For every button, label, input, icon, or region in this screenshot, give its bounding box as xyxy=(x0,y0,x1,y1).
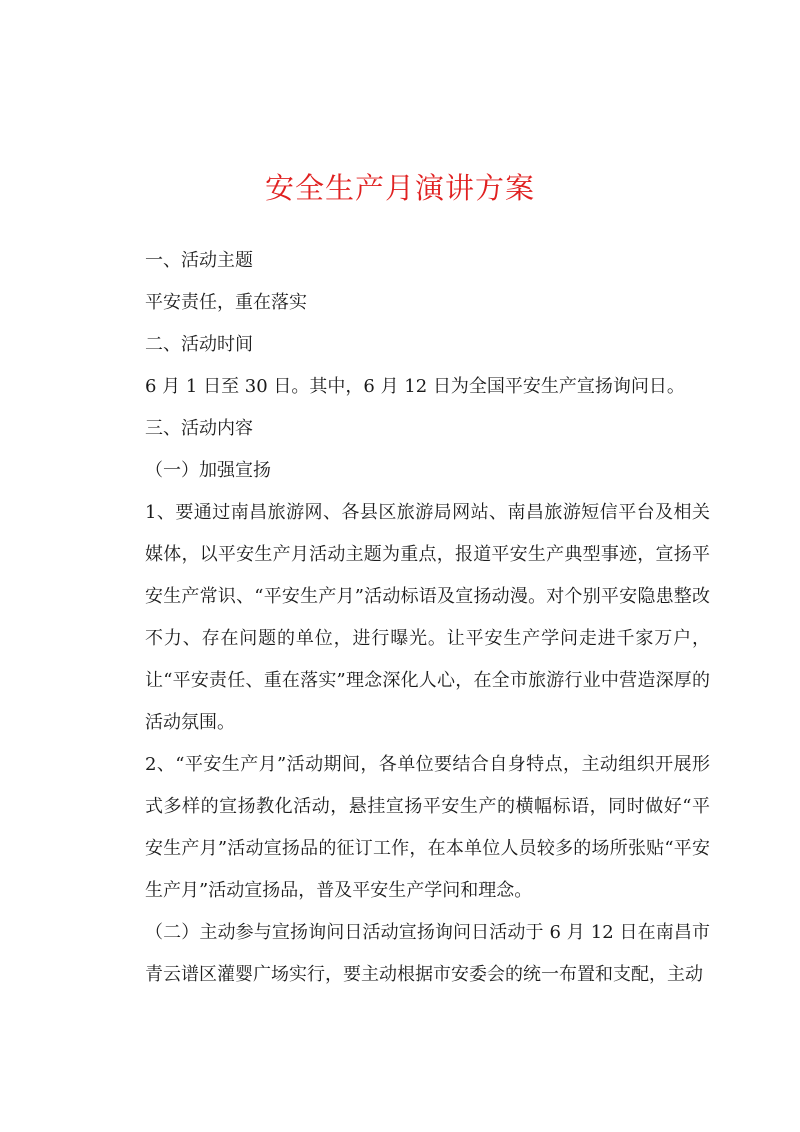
heading-activity-content: 三、活动内容 xyxy=(145,418,253,439)
paragraph-item-2: 2、“平安生产月”活动期间，各单位要结合自身特点，主动组织开展形式多样的宣扬教化活动，悬挂宣扬平安生产的横幅标语，同时做好“平安生产月”活动宣扬品的征订工作，在本单位人员较多的场所张贴“平安生产月”活动宣扬品，普及平安生产学问和理念。 xyxy=(145,754,710,901)
document-body xyxy=(145,240,710,996)
time-text: 6 月 1 日至 30 日。其中，6 月 12 日为全国平安生产宣扬询问日。 xyxy=(145,376,685,397)
heading-activity-theme: 一、活动主题 xyxy=(145,250,253,271)
document-title: 安全生产月演讲方案 xyxy=(264,171,535,205)
subheading-publicity: （一）加强宣扬 xyxy=(145,460,271,481)
theme-text: 平安责任，重在落实 xyxy=(145,292,307,313)
paragraph-item-1: 1、要通过南昌旅游网、各县区旅游局网站、南昌旅游短信平台及相关媒体，以平安生产月活动主题为重点，报道平安生产典型事迹，宣扬平安生产常识、“平安生产月”活动标语及宣扬动漫。对个别平安隐患整改不力、存在问题的单位，进行曝光。让平安生产学问走进千家万户，让“平安责任、重在落实”理念深化人心，在全市旅游行业中营造深厚的活动氛围。 xyxy=(145,502,710,733)
paragraph-item-3: （二）主动参与宣扬询问日活动宣扬询问日活动于 6 月 12 日在南昌市青云谱区灌婴广场实行，要主动根据市安委会的统一布置和支配，主动 xyxy=(145,922,710,985)
heading-activity-time: 二、活动时间 xyxy=(145,334,253,355)
